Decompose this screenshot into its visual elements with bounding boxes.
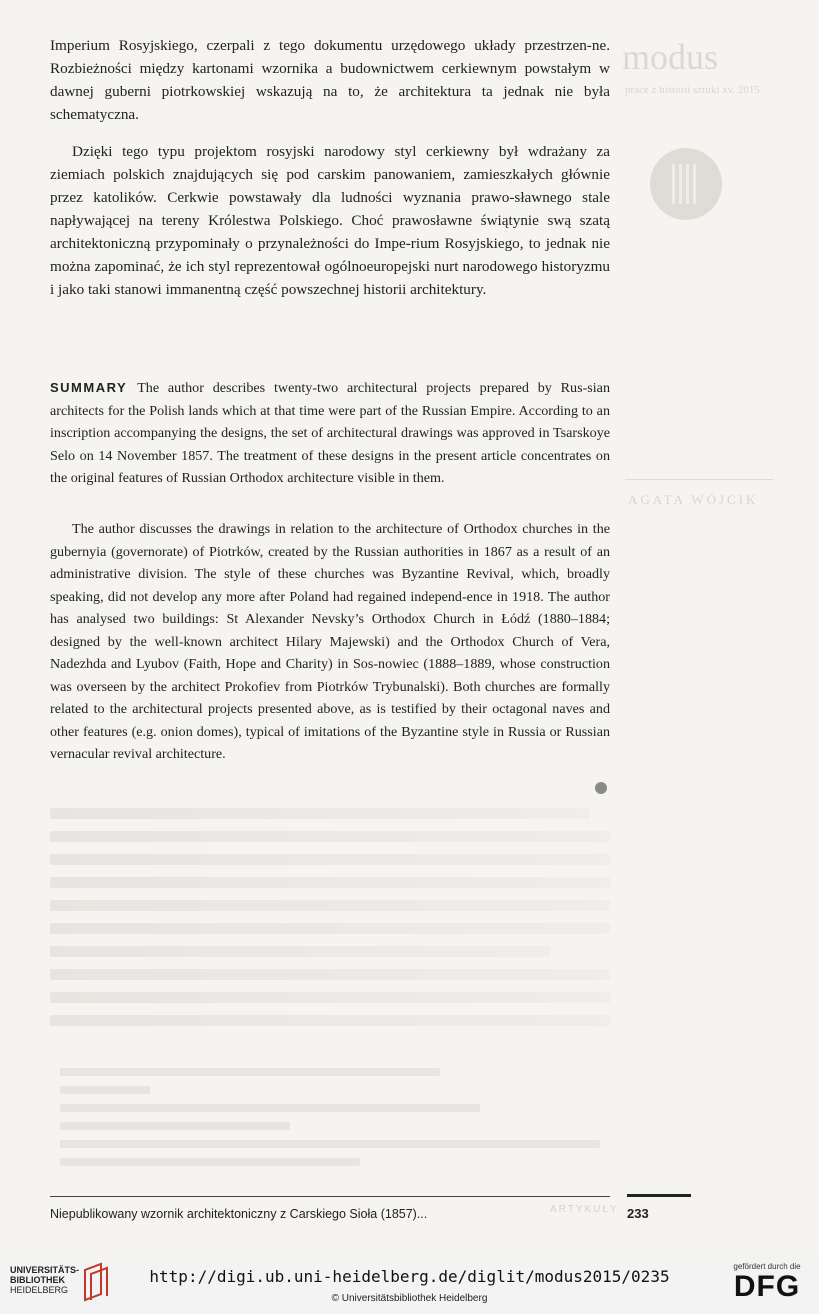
copyright-notice: © Universitätsbibliothek Heidelberg bbox=[331, 1293, 488, 1304]
ghost-rule bbox=[625, 479, 773, 480]
summary-label: SUMMARY bbox=[50, 380, 128, 395]
summary-text-1: The author describes twenty-two architectural projects prepared by Rus-sian architects for the Polish lands which at that time were part of the Russian Empire. According to an inscription accompanying the designs, the set of architectural drawings was approved in Tsarskoye Selo on 14 November 1857. The treatment of these designs in the present article concentrates on the original features of Russian Orthodox architecture visible in them. bbox=[50, 380, 610, 486]
ghost-journal-subtitle: prace z historii sztuki xv. 2015 bbox=[625, 84, 760, 96]
page-number: 233 bbox=[627, 1206, 649, 1221]
ghost-author: AGATA WÓJCIK bbox=[628, 492, 759, 507]
page-number-rule bbox=[627, 1194, 691, 1197]
footer-rule bbox=[50, 1196, 610, 1197]
ghost-emblem-icon bbox=[650, 148, 722, 220]
summary-paragraph-1 bbox=[50, 377, 610, 490]
end-mark-icon bbox=[595, 782, 607, 794]
dfg-funder[interactable] bbox=[727, 1262, 807, 1303]
summary-paragraph-2: The author discusses the drawings in relation to the architecture of Orthodox churches in the gubernyia (governorate) of Piotrków, created by the Russian authorities in 1867 as a result of an administrative division. The style of these churches was Byzantine Revival, which, broadly speaking, did not develop any more after Poland had regained independ-ence in 1918. The author has analysed two buildings: St Alexander Nevsky’s Orthodox Church in Łódź (1880–1884; designed by the well-known architect Hilary Majewski) and the Orthodox Church of Vera, Nadezhda and Lyubov (Faith, Hope and Charity) in Sos-nowiec (1888–1889, whose construction was overseen by the architect Prokofiev from Piotrków Trybunalski). Both churches are formally related to the architectural projects presented above, as is testified by their octagonal naves and other features (e.g. onion domes), typical of imitations of the Byzantine style in Russia or Russian vernacular revival architecture. bbox=[50, 521, 610, 762]
logo-line-1: UNIVERSITÄTS- bbox=[10, 1265, 80, 1275]
logo-line-3: HEIDELBERG bbox=[10, 1285, 69, 1295]
permalink-url[interactable]: http://digi.ub.uni-heidelberg.de/diglit/modus2015/0235 bbox=[149, 1267, 670, 1286]
ghost-section: ARTYKUŁY bbox=[550, 1204, 619, 1215]
logo-line-2: BIBLIOTHEK bbox=[10, 1275, 65, 1285]
ghost-journal-name: modus bbox=[622, 37, 719, 77]
article-paragraph-1: Imperium Rosyjskiego, czerpali z tego dokumentu urzędowego układy przestrzen-ne. Rozbieżności między kartonami wzornika a budownictwem cerkiewnym powstałym w dawnej guberni piotrkowskiej wskazują na to, że architektura ta jednak nie była schematyczna. bbox=[50, 37, 610, 123]
running-title: Niepublikowany wzornik architektoniczny z Carskiego Sioła (1857)... bbox=[50, 1207, 428, 1221]
dfg-logo: DFG bbox=[733, 1270, 801, 1303]
article-paragraph-2: Dzięki tego typu projektom rosyjski narodowy styl cerkiewny był wdrażany za ziemiach polskich znajdujących się pod carskim panowaniem, zamieszkałych głównie przez katolików. Cerkwie powstawały dla ludności wyznania prawo-sławnego stale napływającej na tereny Królestwa Polskiego. Choć prawosławne świątynie swą szatą architektoniczną przypominały o przynależności do Impe-rium Rosyjskiego, to jednak nie można zapominać, że ich styl reprezentował ogólnoeuropejski nurt narodowego historyzmu i jako taki stanowi immanentną część powszechnej historii architektury. bbox=[50, 143, 610, 298]
funder-caption: gefördert durch die bbox=[733, 1262, 801, 1271]
